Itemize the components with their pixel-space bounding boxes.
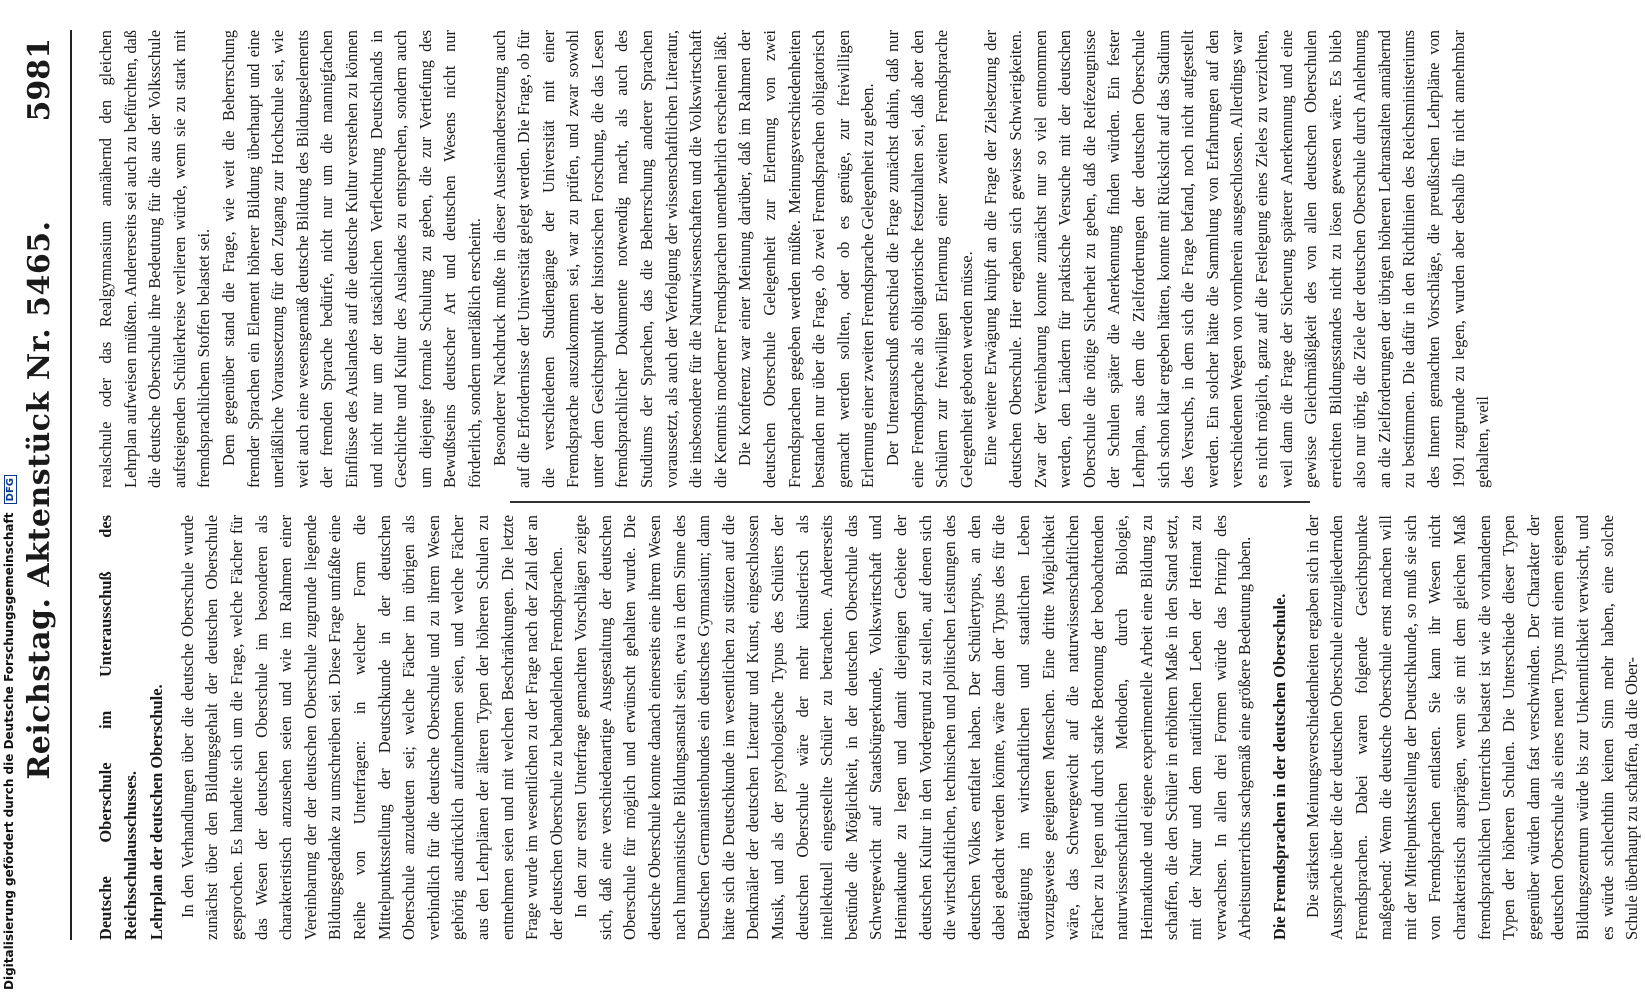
paragraph: Besonderer Nachdruck mußte in dieser Auseinandersetzung auch auf die Erfordernisse der Universität gelegt werden. Die Frage, ob für die verschiedenen Studiengänge der Universität mit einer Fremdsprache auszukommen sei, war zu prüfen, und zwar sowohl unter dem Gesichtspunkt der historischen Forschung, die das Lesen fremdsprachlicher Dokumente notwendig macht, als auch des Studiums der Sprachen, das die Beherrschung anderer Sprachen voraussetzt, als auch der Verfolgung der wissenschaftlichen Literatur, die insbesondere für die Naturwissenschaften und die Volkswirtschaft die Kenntnis moderner Fremdsprachen unentbehrlich erscheinen läßt. <box>489 30 730 488</box>
right-column <box>94 30 1493 488</box>
section-subtitle: Lehrplan der deutschen Oberschule. <box>147 684 167 940</box>
credit-text: Digitalisierung gefördert durch die Deutsche Forschungsgemeinschaft <box>2 512 16 990</box>
section-heading: Die Fremdsprachen in der deutschen Oberschule. <box>1269 593 1289 940</box>
digitization-credit <box>0 0 20 1000</box>
paragraph: Dem gegenüber stand die Frage, wie weit die Beherrschung fremder Sprachen ein Element höherer Bildung überhaupt und eine unerläßliche Voraussetzung für den Zugang zur Hochschule sei, wie weit auch eine wesensgemäß deutsche Bildung des Bildungselements der fremden Sprache bedürfe, nicht nur um die mannigfachen Einflüsse des Auslandes auf die deutsche Kultur verstehen zu können und nicht nur um der tatsächlichen Verflechtung Deutschlands in Geschichte und Kultur des Auslandes zu entsprechen, sondern auch um diejenige formale Schulung zu geben, die zur Vertiefung des Bewußtseins deutscher Art und deutschen Wesens nicht nur förderlich, sondern unerläßlich erscheint. <box>218 30 484 488</box>
paragraph: In den zur ersten Unterfrage gemachten Vorschlägen zeigte sich, daß eine verschiedenartige Ausgestaltung der deutschen Oberschule für möglich und erwünscht gehalten wurde. Die deutsche Oberschule konnte danach einerseits eine ihrem Wesen nach humanistische Bildungsanstalt sein, etwa in dem Sinne des Deutschen Germanistenbundes ein deutsches Gymnasium; dann hätte sich die Deutschkunde im wesentlichen zu stützen auf die Denkmäler der deutschen Literatur und Kunst, eingeschlossen Musik, und als der psychologische Typus des Schülers der deutschen Oberschule wäre der mehr künstlerisch als intellektuell eingestellte Schüler zu betrachten. Andererseits bestünde die Möglichkeit, in der deutschen Oberschule das Schwergewicht auf Staatsbürgerkunde, Volkswirtschaft und Heimatkunde zu legen und damit diejenigen Gebiete der deutschen Kultur in den Vordergrund zu stellen, auf denen sich die wirtschaftlichen, technischen und politischen Leistungen des deutschen Volkes entfaltet haben. Der Schülertypus, an den dabei gedacht werden könnte, wäre dann der Typus des für die Betätigung im wirtschaftlichen und staatlichen Leben vorzugsweise geeigneten Menschen. Eine dritte Möglichkeit wäre, das Schwergewicht auf die naturwissenschaftlichen Fächer zu legen und durch starke Betonung der beobachtenden naturwissenschaftlichen Methoden, durch Biologie, Heimatkunde und eigene experimentelle Arbeit eine Bildung zu schaffen, die den Schüler in erhöhtem Maße in den Stand setzt, mit der Natur und dem natürlichen Leben der Heimat zu verwachsen. In allen drei Formen würde das Prinzip des Arbeitsunterrichts sachgemäß eine größere Bedeutung haben. <box>571 515 1255 940</box>
paragraph: Eine weitere Erwägung knüpft an die Frage der Zielsetzung der deutschen Oberschule. Hier ergaben sich gewisse Schwierigkeiten. Zwar der Vereinbarung konnte zunächst nur so viel entnommen werden, den Ländern für praktische Versuche mit der deutschen Oberschule die nötige Sicherheit zu geben, daß die Reifezeugnisse der Schulen später die Anerkennung finden würden. Ein fester Lehrplan, aus dem die Zielforderungen der deutschen Oberschule sich schon klar ergeben hätten, konnte mit Rücksicht auf das Stadium des Versuchs, in dem sich die Frage befand, noch nicht aufgestellt werden. Ein solcher hätte die Sammlung von Erfahrungen auf den verschiedenen Wegen von vornherein ausgeschlossen. Allerdings war es nicht möglich, ganz auf die Festlegung eines Zieles zu verzichten, weil dann die Frage der Sicherung späterer Anerkennung und eine gewisse Gleichmäßigkeit des von allen deutschen Oberschulen erreichten Bildungsstandes nicht zu lösen gewesen wäre. Es blieb also nur übrig, die Ziele der deutschen Oberschule durch Anlehnung an die Zielforderungen der übrigen höheren Lehranstalten annähernd zu bestimmen. Die dafür in den Richtlinien des Reichsministeriums des Innern gemachten Vorschläge, die preußischen Lehrpläne von 1901 zugrunde zu legen, wurden aber deshalb für nicht annehmbar gehalten, weil <box>981 30 1493 488</box>
left-column <box>94 515 1642 940</box>
paragraph: Der Unterausschuß entschied die Frage zunächst dahin, daß nur eine Fremdsprache als obligatorische festzuhalten sei, daß aber den Schülern zur freiwilligen Erlernung einer zweiten Fremdsprache Gelegenheit geboten werden müsse. <box>883 30 976 488</box>
paragraph: realschule oder das Realgymnasium annähernd den gleichen Lehrplan aufweisen müßten. Andererseits sei auch zu befürchten, daß die deutsche Oberschule ihre Bedeutung für die aus der Volksschule aufsteigenden Schülerkreise verlieren würde, wenn sie zu stark mit fremdsprachlichem Stoffen belastet sei. <box>96 30 214 488</box>
paragraph: Die Konferenz war einer Meinung darüber, daß im Rahmen der deutschen Oberschule Gelegenheit zur Erlernung von zwei Fremdsprachen gegeben werden müßte. Meinungsverschiedenheiten bestanden nur über die Frage, ob zwei Fremdsprachen obligatorisch gemacht werden sollten, oder ob es genüge, zur freiwilligen Erlernung einer zweiten Fremdsprache Gelegenheit zu geben. <box>735 30 878 488</box>
paragraph: In den Verhandlungen über die deutsche Oberschule wurde zunächst über den Bildungsgehalt der deutschen Oberschule gesprochen. Es handelte sich um die Frage, welche Fächer für das Wesen der deutschen Oberschule im besonderen als charakteristisch anzusehen seien und wie im Rahmen einer Vereinbarung der der deutschen Oberschule zugrunde liegende Bildungsgedanke zu umschreiben sei. Diese Frage umfaßte eine Reihe von Unterfragen: in welcher Form die Mittelpunktsstellung der Deutschkunde in der deutschen Oberschule anzudeuten sei; welche Fächer im übrigen als verbindlich für die deutsche Oberschule und zu ihrem Wesen gehörig ausdrücklich aufzunehmen seien, und welche Fächer aus den Lehrplänen der älteren Typen der höheren Schulen zu entnehmen seien und mit welchen Beschränkungen. Die letzte Frage wurde im wesentlichen zu der Frage nach der Zahl der an der deutschen Oberschule zu behandelnden Fremdsprachen. <box>177 515 566 940</box>
dfg-logo: DFG <box>4 475 17 504</box>
page-number: 5981 <box>22 38 57 122</box>
section-title: Deutsche Oberschule im Unterausschuß des Reichsschulausschusses. <box>96 515 140 940</box>
header-rule <box>70 30 72 940</box>
paragraph: Die stärksten Meinungsverschiedenheiten ergaben sich in der Aussprache über die der deutschen Oberschule einzugliedernden Fremdsprachen. Dabei waren folgende Gesichtspunkte maßgebend: Wenn die deutsche Oberschule ernst machen will mit der Mittelpunktsstellung der Deutschkunde, so muß sie sich von Fremdsprachen entlasten. Sie kann ihr Wesen nicht charakteristisch ausprägen, wenn sie mit dem gleichen Maß fremdsprachlichen Unterrichts belastet ist wie die vorhandenen Typen der höheren Schulen. Die Unterschiede dieser Typen gegenüber würden dann fast verschwinden. Der Charakter der deutschen Oberschule als eines neuen Typus mit einem eigenen Bildungszentrum würde bis zur Unkenntlichkeit verwischt, und es würde schlechthin keinen Sinn mehr haben, eine solche Schule überhaupt zu schaffen, da die Ober- <box>1302 515 1642 940</box>
column-divider <box>510 501 1310 503</box>
running-title: Reichstag. Aktenstück Nr. 5465. <box>22 220 57 780</box>
